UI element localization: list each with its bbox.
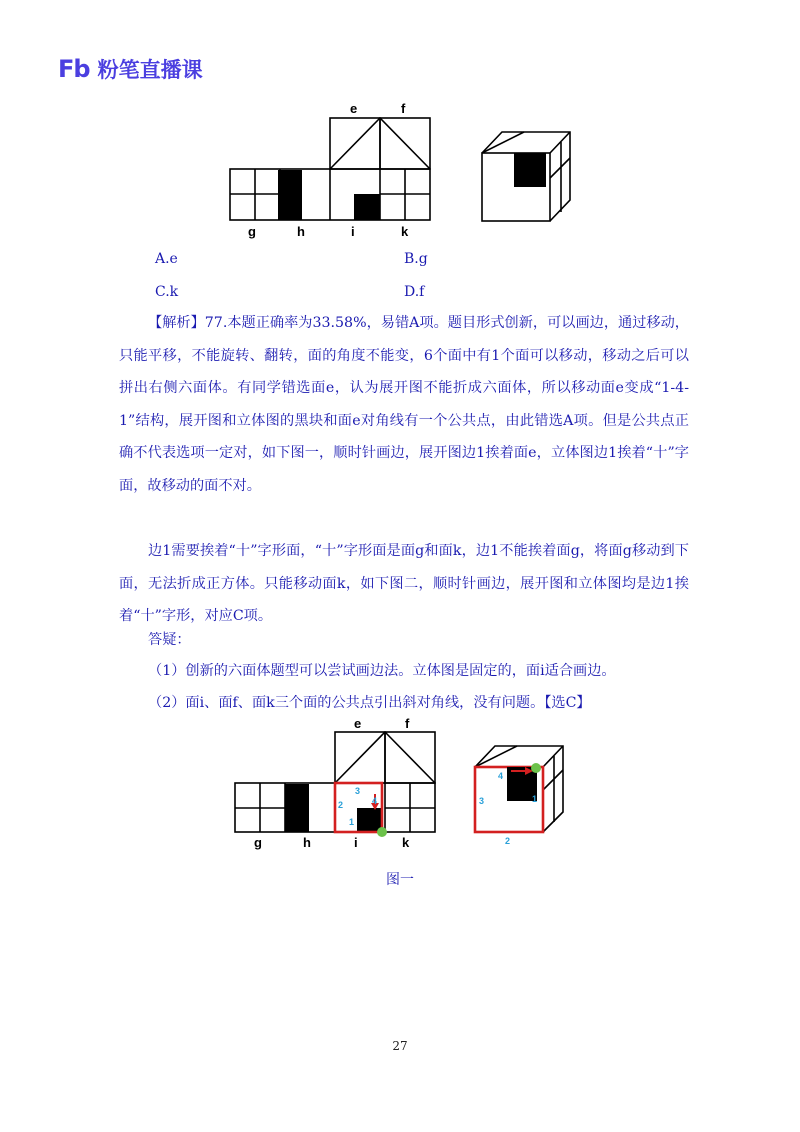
cube-edge-number-3: 3 (479, 796, 485, 806)
edge-number-4: 4 (372, 796, 378, 806)
label-f: f (405, 716, 410, 731)
logo-text: 粉笔直播课 (97, 58, 203, 82)
cube-edge-number-1: 1 (532, 794, 538, 804)
page-number: 27 (392, 1039, 408, 1053)
analysis-paragraph-1 (119, 307, 689, 502)
label-g: g (248, 224, 256, 239)
figure-net-and-cube (220, 98, 580, 243)
analysis-text-2: 边1需要挨着“十”字形面，“十”字形面是面g和面k，边1不能挨着面g，将面g移动到下面，无法折成正方体。只能移动面k，如下图二，顺时针画边，展开图和立体图均是边1挨着“十”字形，对应C项。 (119, 543, 689, 624)
option-a: A.e (155, 251, 178, 267)
option-c: C.k (155, 284, 179, 300)
label-h: h (303, 835, 311, 850)
answer-point-1: （1）创新的六面体题型可以尝试画边法。立体图是固定的，面i适合画边。 (148, 663, 616, 679)
cube-edge-number-4: 4 (498, 771, 504, 781)
label-i: i (351, 224, 355, 239)
analysis-paragraph-2 (119, 535, 689, 633)
label-h: h (297, 224, 305, 239)
option-b: B.g (404, 251, 428, 267)
answer-point-2: （2）面i、面f、面k三个面的公共点引出斜对角线，没有问题。【选C】 (148, 695, 591, 711)
label-g: g (254, 835, 262, 850)
figure-caption: 图一 (386, 872, 414, 888)
logo-mark: Fb (58, 55, 90, 83)
answer-title: 答疑： (148, 632, 191, 648)
analysis-text-1: 【解析】77.本题正确率为33.58%，易错A项。题目形式创新，可以画边，通过移动，只能平移，不能旋转、翻转，面的角度不能变，6个面中有1个面可以移动，移动之后可以拼出右侧六面体。有同学错选面e，认为展开图不能折成六面体，所以移动面e变成“1-4-1”结构，展开图和立体图的黑块和面e对角线有一个公共点，由此错选A项。但是公共点正确不代表选项一定对，如下图一，顺时针画边，展开图边1挨着面e，立体图边1挨着“十”字面，故移动的面不对。 (119, 315, 689, 494)
label-i: i (354, 835, 358, 850)
option-d: D.f (404, 284, 425, 300)
label-k: k (402, 835, 410, 850)
figure-annotated-net-and-cube (225, 714, 585, 854)
label-k: k (401, 224, 409, 239)
edge-number-1: 1 (349, 817, 355, 827)
cube-edge-number-2: 2 (505, 836, 511, 846)
label-f: f (401, 101, 406, 116)
edge-number-3: 3 (355, 786, 361, 796)
brand-logo (58, 54, 203, 84)
label-e: e (354, 716, 362, 731)
label-e: e (350, 101, 358, 116)
edge-number-2: 2 (338, 800, 344, 810)
